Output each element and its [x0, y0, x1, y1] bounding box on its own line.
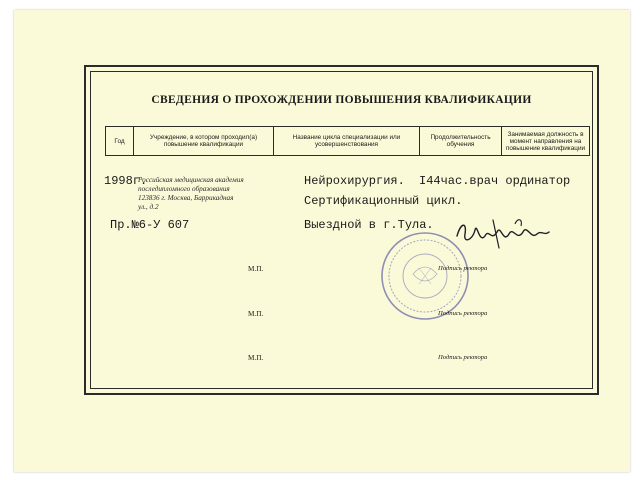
signature-caption: Подпись ректора: [438, 310, 488, 317]
column-header-cycle: Название цикла специализации или усовершенствования: [274, 127, 420, 155]
column-header-institution: Учреждение, в котором проходил(а) повышение квалификации: [134, 127, 274, 155]
entry-year: 1998г.: [104, 174, 148, 188]
entry-cycle-type: Сертификационный цикл.: [304, 194, 463, 208]
page-title: СВЕДЕНИЯ О ПРОХОЖДЕНИИ ПОВЫШЕНИЯ КВАЛИФИКАЦИИ: [151, 94, 532, 106]
institution-line: ул., д.2: [138, 203, 159, 211]
column-header-position: Занимаемая должность в момент направления на повышение квалификации: [505, 130, 586, 152]
seal-placeholder-label: М.П.: [248, 265, 264, 273]
inner-frame: [90, 71, 593, 389]
outer-frame: [84, 65, 599, 395]
entry-order-number: Пр.№6-У 607: [110, 218, 190, 232]
column-header-duration: Продолжительность обучения: [420, 127, 502, 155]
entry-institution-stamp: [138, 176, 288, 212]
signature-caption: Подпись ректора: [438, 354, 488, 361]
institution-line: последипломного образования: [138, 185, 230, 193]
seal-placeholder-label: М.П.: [248, 310, 264, 318]
rector-signature: [453, 214, 553, 254]
signature-caption: Подпись ректора: [438, 265, 488, 272]
column-header-year: Год: [106, 127, 134, 155]
certificate-page: [14, 10, 630, 472]
seal-placeholder-label: М.П.: [248, 354, 264, 362]
table-header: [105, 126, 590, 156]
institution-line: 123836 г. Москва, Баррикадная: [138, 194, 234, 202]
entry-travel-note: Выездной в г.Тула.: [304, 218, 434, 232]
institution-line: Российская медицинская академия: [138, 176, 244, 184]
entry-duration-position: I44час.врач ординатор: [419, 174, 571, 188]
entry-cycle-name: Нейрохирургия.: [304, 174, 405, 188]
